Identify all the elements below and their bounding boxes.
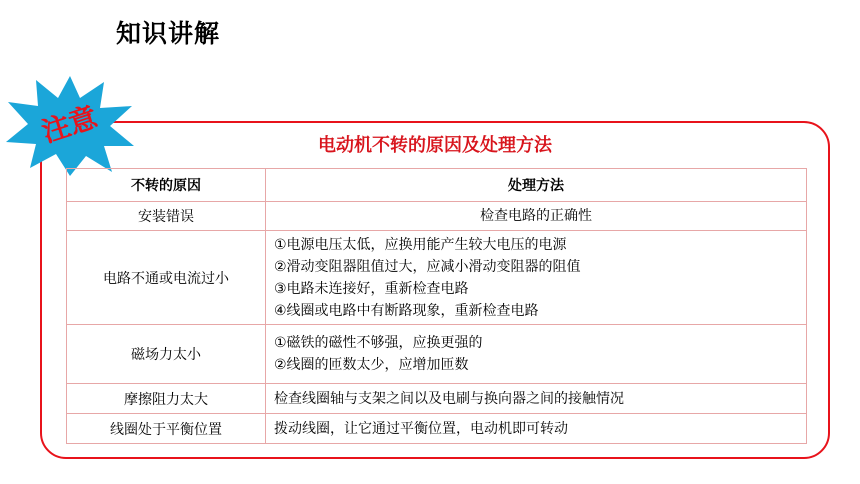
- method-line: ②线圈的匝数太少，应增加匝数: [274, 357, 469, 373]
- attention-badge: [0, 68, 140, 178]
- table-row: [67, 231, 807, 325]
- table-row: [67, 384, 807, 414]
- method-line: ④线圈或电路中有断路现象，重新检查电路: [274, 302, 539, 319]
- cause-cell: 电路不通或电流过小: [67, 231, 266, 325]
- cause-cell: 磁场力太小: [67, 325, 266, 384]
- table-row: [67, 325, 807, 384]
- table-row: [67, 414, 807, 444]
- method-line: 拨动线圈，让它通过平衡位置，电动机即可转动: [274, 420, 568, 437]
- method-cell: [266, 414, 807, 444]
- method-cell: [266, 202, 807, 231]
- method-line: 检查线圈轴与支架之间以及电刷与换向器之间的接触情况: [274, 390, 624, 407]
- cause-cell: 安装错误: [67, 202, 266, 231]
- method-line: ③电路未连接好，重新检查电路: [274, 280, 469, 297]
- method-line: ①电源电压太低，应换用能产生较大电压的电源: [274, 236, 567, 253]
- attention-badge-text: 注意: [37, 100, 102, 149]
- table-row: [67, 202, 807, 231]
- cause-cell: 摩擦阻力太大: [67, 384, 266, 414]
- reasons-table: [66, 168, 807, 444]
- method-cell: [266, 384, 807, 414]
- page-heading: 知识讲解: [116, 19, 221, 48]
- cause-cell: 线圈处于平衡位置: [67, 414, 266, 444]
- header-cause: 不转的原因: [67, 169, 266, 202]
- method-line: ②滑动变阻器阻值过大，应减小滑动变阻器的阻值: [274, 258, 581, 275]
- notice-title: 电动机不转的原因及处理方法: [318, 135, 552, 156]
- header-method: 处理方法: [266, 169, 807, 202]
- method-line: ①磁铁的磁性不够强，应换更强的: [274, 335, 483, 351]
- table-header-row: [67, 169, 807, 202]
- method-line: 检查电路的正确性: [480, 208, 592, 224]
- method-cell: [266, 325, 807, 384]
- method-cell: [266, 231, 807, 325]
